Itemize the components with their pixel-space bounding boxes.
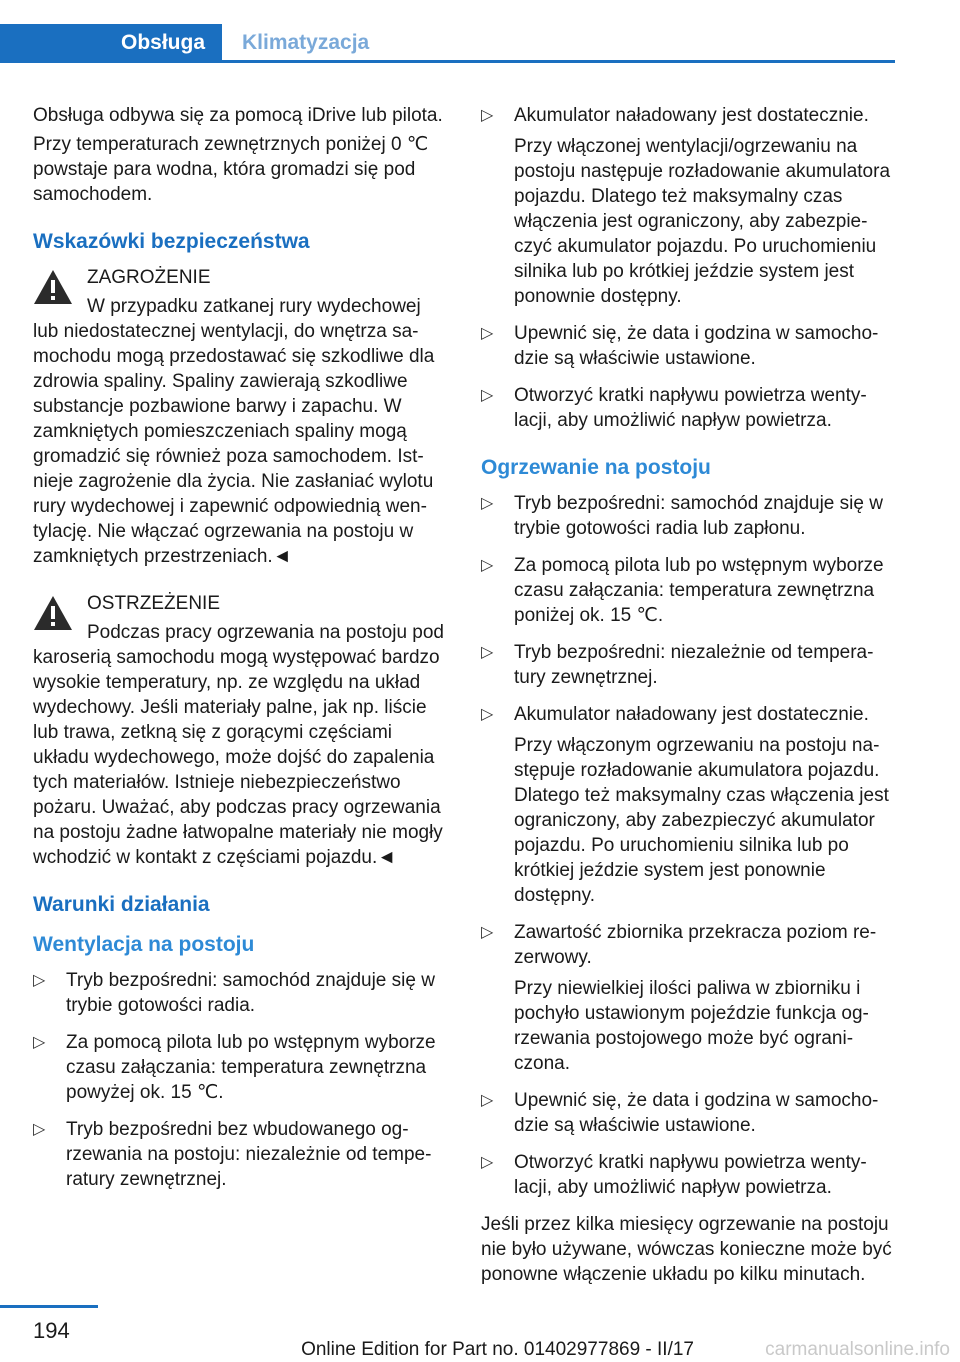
left-column (33, 103, 447, 1204)
tab-klimatyzacja[interactable]: Klimatyzacja (242, 31, 370, 54)
list-item: ▷ Upewnić się, że data i godzina w samochodzie są właściwie ustawione. (481, 1090, 879, 1136)
triangle-bullet-icon: ▷ (481, 325, 494, 342)
triangle-bullet-icon: ▷ (481, 495, 494, 512)
triangle-bullet-icon: ▷ (481, 107, 494, 124)
safety-heading: Wskazówki bezpieczeństwa (33, 230, 310, 253)
ventilation-heading: Wentylacja na postoju (33, 933, 255, 956)
warning-text: W przypadku zatkanej rury wydechowej lub niedostatecznej wentylacji, do wnętrza samochodu mogą przedostawać się szkodliwe dla zdrowia spaliny. Spaliny zawierają szkodliwe substancje pozbawione barwy i zapachu. W zamkniętych pomieszczeniach spaliny mogą gromadzić się również poza samochodem. Istnieje zagrożenie dla życia. Nie zasłaniać wylotu rury wydechowej i zapewnić odpowiednią wentylację. Nie włączać ogrzewania na postoju w zamkniętych przestrzeniach.◄ (33, 296, 435, 567)
caution-warning (33, 591, 447, 870)
list-item: ▷ Akumulator naładowany jest dostatecznie. Przy włączonej wentylacji/ogrzewaniu na postoju następuje rozładowanie akumulatora pojazdu. Dlatego też maksymalny czas włączenia jest ograniczony, aby zabezpieczyć akumulator pojazdu. Po uruchomieniu silnika lub po krótkiej jeździe system jest ponownie dostępny. (481, 103, 895, 309)
triangle-bullet-icon: ▷ (33, 1121, 46, 1138)
heating-list (481, 491, 895, 1200)
triangle-bullet-icon: ▷ (33, 972, 46, 989)
ventilation-list-continued (481, 103, 895, 433)
warning-triangle-icon (33, 269, 73, 305)
list-item: ▷ Otworzyć kratki napływu powietrza wentylacji, aby umożliwić napływ powietrza. (481, 385, 867, 431)
edition-text: Online Edition for Part no. 01402977869 - II/17 (301, 1339, 694, 1360)
danger-warning (33, 265, 447, 569)
intro-paragraph: Przy temperaturach zewnętrznych poniżej 0 ℃ powstaje para wodna, która gromadzi się pod samochodem. (33, 134, 429, 205)
conditions-heading: Warunki działania (33, 893, 210, 916)
list-item: ▷ Za pomocą pilota lub po wstępnym wyborze czasu załączania: temperatura zewnętrzna poniżej ok. 15 ℃. (481, 555, 884, 626)
closing-paragraph: Jeśli przez kilka miesięcy ogrzewanie na postoju nie było używane, wówczas konieczne może być ponowne włączenie układu po kilku minutach. (481, 1214, 892, 1285)
header-rule (0, 60, 895, 63)
triangle-bullet-icon: ▷ (481, 924, 494, 941)
list-item: ▷ Tryb bezpośredni: samochód znajduje się w trybie gotowości radia. (33, 970, 435, 1016)
triangle-bullet-icon: ▷ (481, 1154, 494, 1171)
list-item: ▷ Akumulator naładowany jest dostatecznie. Przy włączonym ogrzewaniu na postoju następuje rozładowanie akumulatora pojazdu. Dlatego też maksymalny czas włączenia jest ograniczony, aby zabezpieczyć akumulator pojazdu. Po uruchomieniu silnika lub po krótkiej jeździe system jest ponownie dostępny. (481, 702, 895, 908)
triangle-bullet-icon: ▷ (481, 1092, 494, 1109)
list-item: ▷ Za pomocą pilota lub po wstępnym wyborze czasu załączania: temperatura zewnętrzna powyżej ok. 15 ℃. (33, 1032, 436, 1103)
ventilation-list (33, 968, 447, 1192)
list-item: ▷ Tryb bezpośredni bez wbudowanego ogrzewania na postoju: niezależnie od temperatury zewnętrznej. (33, 1119, 432, 1190)
list-item-note: Przy włączonej wentylacji/ogrzewaniu na postoju następuje rozładowanie akumulatora pojazdu. Dlatego też maksymalny czas włączenia jest ograniczony, aby zabezpieczyć akumulator pojazdu. Po uruchomieniu silnika lub po krótkiej jeździe system jest ponownie dostępny. (514, 136, 891, 307)
intro-paragraph: Obsługa odbywa się za pomocą iDrive lub pilota. (33, 105, 443, 126)
tab-obsluga[interactable]: Obsługa (0, 24, 222, 61)
list-item: ▷ Zawartość zbiornika przekracza poziom rezerwowy. Przy niewielkiej ilości paliwa w zbiorniku i pochyło ustawionym pojeździe funkcja ogrzewania postojowego może być ograniczona. (481, 920, 895, 1076)
list-item-note: Przy niewielkiej ilości paliwa w zbiorniku i pochyło ustawionym pojeździe funkcja ogrzewania postojowego może być ograniczona. (514, 978, 869, 1074)
triangle-bullet-icon: ▷ (33, 1034, 46, 1051)
footer-rule (0, 1305, 98, 1308)
list-item-note: Przy włączonym ogrzewaniu na postoju następuje rozładowanie akumulatora pojazdu. Dlatego też maksymalny czas włączenia jest ograniczony, aby zabezpieczyć akumulator pojazdu. Po uruchomieniu silnika lub po krótkiej jeździe system jest ponownie dostępny. (514, 735, 889, 906)
list-item: ▷ Otworzyć kratki napływu powietrza wentylacji, aby umożliwić napływ powietrza. (481, 1152, 867, 1198)
right-column (481, 103, 895, 1291)
list-item: ▷ Tryb bezpośredni: samochód znajduje się w trybie gotowości radia lub zapłonu. (481, 493, 883, 539)
triangle-bullet-icon: ▷ (481, 557, 494, 574)
warning-title: OSTRZEŻENIE (87, 593, 221, 614)
heating-heading: Ogrzewanie na postoju (481, 456, 711, 479)
list-item: ▷ Upewnić się, że data i godzina w samochodzie są właściwie ustawione. (481, 323, 879, 369)
triangle-bullet-icon: ▷ (481, 706, 494, 723)
triangle-bullet-icon: ▷ (481, 644, 494, 661)
triangle-bullet-icon: ▷ (481, 387, 494, 404)
list-item: ▷ Tryb bezpośredni: niezależnie od temperatury zewnętrznej. (481, 642, 874, 688)
warning-text: Podczas pracy ogrzewania na postoju pod karoserią samochodu mogą występować bardzo wysokie temperatury, np. ze względu na układ wydechowy. Jeśli materiały palne, jak np. liście lub trawa, zetkną się z gorącymi częściami układu wydechowego, może dojść do zapalenia tych materiałów. Istnieje niebezpieczeństwo pożaru. Uważać, aby podczas pracy ogrzewania na postoju żadne łatwopalne materiały nie mogły wchodzić w kontakt z częściami pojazdu.◄ (33, 622, 445, 868)
warning-triangle-icon (33, 595, 73, 631)
top-bar (0, 24, 895, 62)
watermark: carmanualsonline.info (765, 1339, 950, 1360)
page-number: 194 (33, 1318, 70, 1343)
warning-title: ZAGROŻENIE (87, 267, 211, 288)
